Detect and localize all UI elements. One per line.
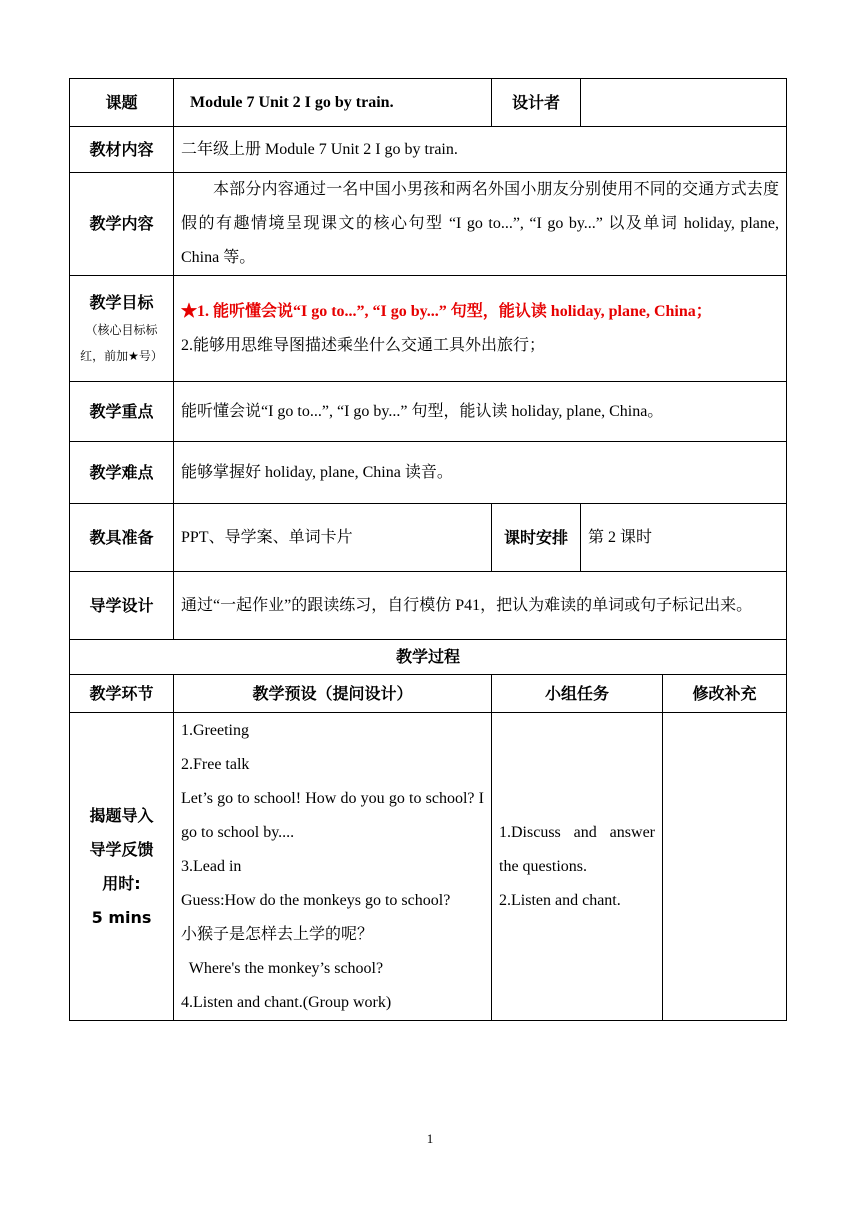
row-content [70,173,787,276]
material-label: 教材内容 [70,127,174,173]
stage-1-revise [663,713,787,1021]
stage-1-name-line-3: 用时: [102,873,141,893]
row-material [70,127,787,173]
row-tools [70,504,787,572]
key-points-label: 教学重点 [70,382,174,442]
objectives-value-cell [174,276,787,382]
stage-1-design [174,713,492,1021]
row-objectives [70,276,787,382]
content-value: 本部分内容通过一名中国小男孩和两名外国小朋友分别使用不同的交通方式去度假的有趣情境呈现课文的核心句型 “I go to...”, “I go by...” 以及单词 holiday, plane, China 等。 [174,173,787,276]
row-topic [70,79,787,127]
col-design-header: 教学预设（提问设计） [174,675,492,713]
objectives-label: 教学目标 [89,292,154,312]
designer-value [581,79,787,127]
stage-1-name-line-1: 揭题导入 [89,805,154,825]
guide-value: 通过“一起作业”的跟读练习，自行模仿 P41，把认为难读的单词或句子标记出来。 [174,572,787,640]
col-stage-header: 教学环节 [70,675,174,713]
stage-1-name-line-4: 5 mins [91,907,152,927]
objective-2: 2.能够用思维导图描述乘坐什么交通工具外出旅行； [181,336,546,354]
objective-core: ★1. 能听懂会说“I go to...”, “I go by...” 句型，能认读 holiday, plane, China； [181,302,712,320]
tools-value: PPT、导学案、单词卡片 [174,504,492,572]
design-line: Where's the monkey’s school? [181,960,384,977]
lesson-plan-table [69,78,787,1021]
design-line: 2.Free talk [181,756,250,773]
row-key-points [70,382,787,442]
stage-1-name [70,713,174,1021]
group-task-line: 2.Listen and chant. [499,891,621,909]
design-line: 小猴子是怎样去上学的呢？ [181,926,374,943]
page-number: 1 [426,1131,434,1146]
design-line: Let’s go to school! How do you go to school? I go to school by.... [181,790,484,841]
schedule-value: 第 2 课时 [581,504,787,572]
material-value: 二年级上册 Module 7 Unit 2 I go by train. [174,127,787,173]
topic-value: Module 7 Unit 2 I go by train. [174,79,492,127]
difficulties-label: 教学难点 [70,442,174,504]
tools-label: 教具准备 [70,504,174,572]
topic-label: 课题 [70,79,174,127]
process-title: 教学过程 [70,640,787,675]
col-revise-header: 修改补充 [663,675,787,713]
row-difficulties [70,442,787,504]
design-line: 1.Greeting [181,722,249,739]
difficulties-value: 能够掌握好 holiday, plane, China 读音。 [174,442,787,504]
stage-1-name-line-2: 导学反馈 [89,839,154,859]
guide-label: 导学设计 [70,572,174,640]
row-stage-1 [70,713,787,1021]
objectives-note: （核心目标标红，前加★号） [80,322,163,363]
row-process-header [70,675,787,713]
design-line: Guess:How do the monkeys go to school? [181,892,451,909]
row-guide [70,572,787,640]
design-line: 3.Lead in [181,858,242,875]
content-label: 教学内容 [70,173,174,276]
stage-1-group-task [492,713,663,1021]
col-group-header: 小组任务 [492,675,663,713]
group-task-line: 1.Discuss and answer the questions. [499,823,655,875]
schedule-label: 课时安排 [492,504,581,572]
row-process-title [70,640,787,675]
key-points-value: 能听懂会说“I go to...”, “I go by...” 句型，能认读 holiday, plane, China。 [174,382,787,442]
objectives-label-cell [70,276,174,382]
designer-label: 设计者 [492,79,581,127]
design-line: 4.Listen and chant.(Group work) [181,994,392,1011]
